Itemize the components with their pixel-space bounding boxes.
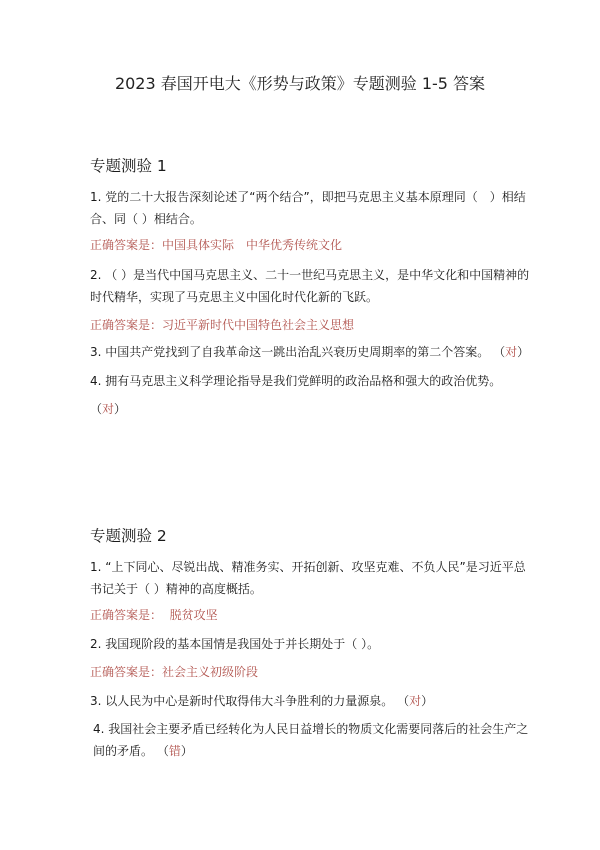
question-1-3-mark: 对 [505,345,518,359]
question-1-3-close: ） [517,345,530,359]
question-2-1: 1. “上下同心、尽锐出战、精准务实、开拓创新、攻坚克难、不负人民”是习近平总书记关于（ ）精神的高度概括。 [90,560,526,596]
question-1-3 [90,341,550,363]
question-1-3-text: 3. 中国共产党找到了自我革命这一跳出治乱兴衰历史周期率的第二个答案。 [90,345,490,359]
question-2-3 [90,690,550,712]
question-2-4-mark: 错 [168,744,181,758]
section-heading-2: 专题测验 2 [90,527,167,545]
answer-2-1: 正确答案是： 脱贫攻坚 [90,608,218,622]
question-2-3-close: ） [421,694,434,708]
answer-1-2: 正确答案是：习近平新时代中国特色社会主义思想 [90,318,355,332]
section-heading-1: 专题测验 1 [90,157,167,175]
answer-1-1: 正确答案是：中国具体实际 中华优秀传统文化 [90,238,343,252]
question-2-4-open: （ [156,744,169,758]
question-2-3-mark: 对 [409,694,422,708]
question-2-4-close: ） [180,744,193,758]
question-1-4-open: （ [90,402,103,416]
question-1-1: 1. 党的二十大报告深刻论述了“两个结合”，即把马克思主义基本原理同（ ）相结合、同（ ）相结合。 [90,190,526,226]
question-1-4: 4. 拥有马克思主义科学理论指导是我们党鲜明的政治品格和强大的政治优势。 [90,374,502,388]
answer-2-2: 正确答案是：社会主义初级阶段 [90,665,259,679]
question-1-2: 2. （ ）是当代中国马克思主义、二十一世纪马克思主义，是中华文化和中国精神的时代精华，实现了马克思主义中国化时代化新的飞跃。 [90,268,530,304]
question-2-2: 2. 我国现阶段的基本国情是我国处于并长期处于（ ）。 [90,637,380,651]
question-2-4 [93,718,533,762]
question-2-4-text: 4. 我国社会主要矛盾已经转化为人民日益增长的物质文化需要同落后的社会生产之间的矛盾。 [93,722,529,758]
question-1-4-verdict [90,398,530,420]
question-2-3-open: （ [397,694,410,708]
question-1-4-mark: 对 [102,402,115,416]
question-1-3-open: （ [493,345,506,359]
question-1-4-close: ） [114,402,127,416]
question-2-3-text: 3. 以人民为中心是新时代取得伟大斗争胜利的力量源泉。 [90,694,394,708]
document-title: 2023 春国开电大《形势与政策》专题测验 1-5 答案 [114,74,486,93]
